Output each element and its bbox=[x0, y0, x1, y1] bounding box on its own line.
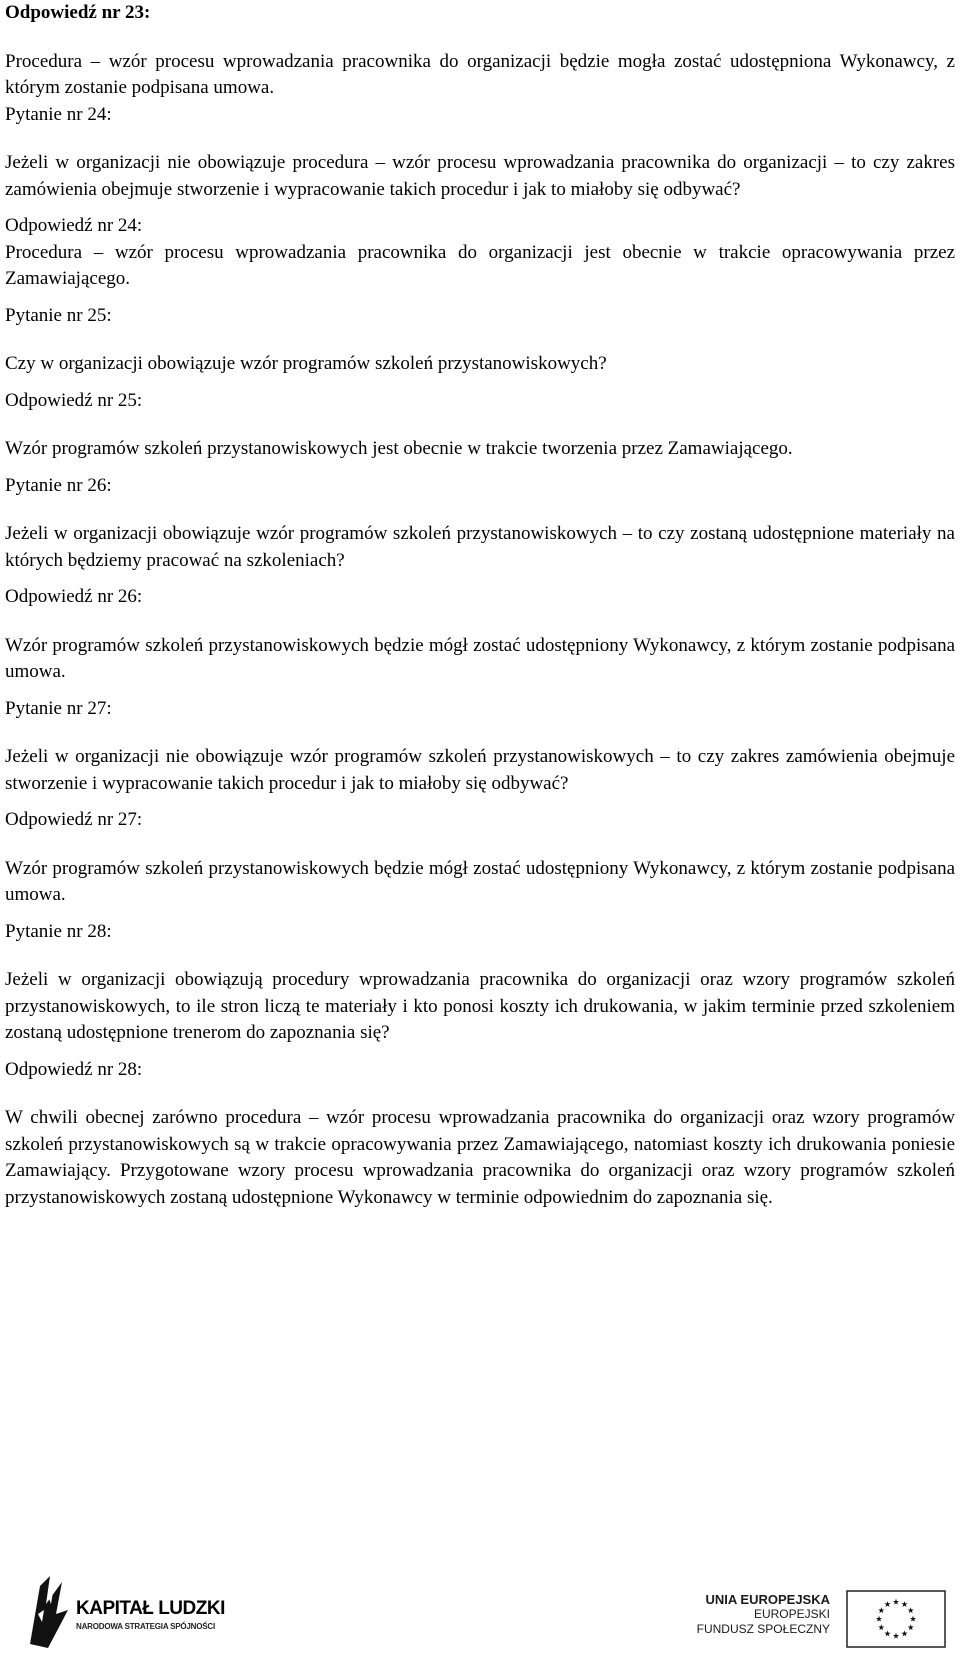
footer-logos bbox=[0, 1572, 960, 1650]
spacer bbox=[5, 945, 955, 967]
section-heading: Odpowiedź nr 28: bbox=[5, 1058, 143, 1080]
spacer bbox=[5, 686, 955, 696]
section-heading: Pytanie nr 25: bbox=[5, 304, 112, 326]
spacer bbox=[5, 128, 955, 150]
spacer bbox=[5, 909, 955, 919]
section-text: Procedura – wzór procesu wprowadzania pracownika do organizacji będzie mogła zostać udostępniona Wykonawcy, z którym zostanie podpisana umowa. bbox=[5, 50, 955, 98]
section-heading: Odpowiedź nr 25: bbox=[5, 389, 143, 411]
spacer bbox=[5, 1083, 955, 1105]
eu-fund-label-1: EUROPEJSKI bbox=[753, 1607, 830, 1621]
section-text: Jeżeli w organizacji obowiązują procedury wprowadzania pracownika do organizacji oraz wzory programów szkoleń przystanowiskowych, to ile stron liczą te materiały i kto ponosi koszty ich drukowania, w jakim terminie przed szkoleniem zostaną udostępnione trenerom do zapoznania się? bbox=[5, 969, 955, 1043]
spacer bbox=[5, 611, 955, 633]
spacer bbox=[5, 499, 955, 521]
section-heading: Pytanie nr 26: bbox=[5, 474, 112, 496]
kapital-ludzki-logo bbox=[26, 1574, 246, 1650]
section-text: Wzór programów szkoleń przystanowiskowych jest obecnie w trakcie tworzenia przez Zamawiającego. bbox=[5, 438, 793, 459]
eu-flag-icon bbox=[846, 1590, 946, 1648]
spacer bbox=[5, 722, 955, 744]
section-text: Procedura – wzór procesu wprowadzania pracownika do organizacji jest obecnie w trakcie opracowywania przez Zamawiającego. bbox=[5, 241, 955, 289]
document-page bbox=[5, 0, 955, 1211]
section-heading: Pytanie nr 28: bbox=[5, 920, 112, 942]
kapital-ludzki-emblem-icon bbox=[26, 1574, 72, 1650]
eu-logo bbox=[670, 1586, 950, 1650]
spacer bbox=[5, 203, 955, 213]
section-text: Jeżeli w organizacji obowiązuje wzór programów szkoleń przystanowiskowych – to czy zostaną udostępnione materiały na których będziemy pracować na szkoleniach? bbox=[5, 523, 955, 571]
section-heading: Pytanie nr 27: bbox=[5, 697, 112, 719]
eu-union-label: UNIA EUROPEJSKA bbox=[705, 1592, 830, 1607]
eu-fund-label-2: FUNDUSZ SPOŁECZNY bbox=[696, 1622, 830, 1636]
section-text: Jeżeli w organizacji nie obowiązuje wzór programów szkoleń przystanowiskowych – to czy zakres zamówienia obejmuje stworzenie i wypracowanie takich procedur i jak to miałoby się odbywać? bbox=[5, 746, 955, 794]
section-text: Wzór programów szkoleń przystanowiskowych będzie mógł zostać udostępniony Wykonawcy, z którym zostanie podpisana umowa. bbox=[5, 634, 955, 682]
section-heading: Odpowiedź nr 24: bbox=[5, 215, 143, 236]
kapital-ludzki-title: KAPITAŁ LUDZKI bbox=[76, 1598, 225, 1619]
spacer bbox=[5, 574, 955, 584]
spacer bbox=[5, 293, 955, 303]
section-text: Czy w organizacji obowiązuje wzór programów szkoleń przystanowiskowych? bbox=[5, 353, 607, 374]
spacer bbox=[5, 834, 955, 856]
eu-logo-text bbox=[697, 1592, 830, 1637]
spacer bbox=[5, 378, 955, 388]
spacer bbox=[5, 797, 955, 807]
spacer bbox=[5, 1047, 955, 1057]
section-heading: Pytanie nr 24: bbox=[5, 103, 112, 125]
section-heading: Odpowiedź nr 26: bbox=[5, 586, 143, 607]
spacer bbox=[5, 329, 955, 351]
section-heading: Odpowiedź nr 27: bbox=[5, 809, 143, 830]
kapital-ludzki-subtitle: NARODOWA STRATEGIA SPÓJNOŚCI bbox=[76, 1622, 216, 1631]
spacer bbox=[5, 414, 955, 436]
section-text: Wzór programów szkoleń przystanowiskowych będzie mógł zostać udostępniony Wykonawcy, z którym zostanie podpisana umowa. bbox=[5, 857, 955, 905]
section-text: W chwili obecnej zarówno procedura – wzór procesu wprowadzania pracownika do organizacji oraz wzory programów szkoleń przystanowiskowych są w trakcie opracowywania przez Zamawiającego, natomiast koszty ich drukowania poniesie Zamawiający. Przygotowane wzory procesu wprowadzania pracownika do organizacji oraz wzory programów szkoleń przystanowiskowych zostaną udostępnione Wykonawcy w terminie odpowiednim do zapoznania się. bbox=[5, 1107, 955, 1208]
spacer bbox=[5, 27, 955, 49]
section-heading: Odpowiedź nr 23: bbox=[5, 2, 151, 23]
section-text: Jeżeli w organizacji nie obowiązuje procedura – wzór procesu wprowadzania pracownika do organizacji – to czy zakres zamówienia obejmuje stworzenie i wypracowanie takich procedur i jak to miałoby się odbywać? bbox=[5, 152, 955, 200]
spacer bbox=[5, 463, 955, 473]
